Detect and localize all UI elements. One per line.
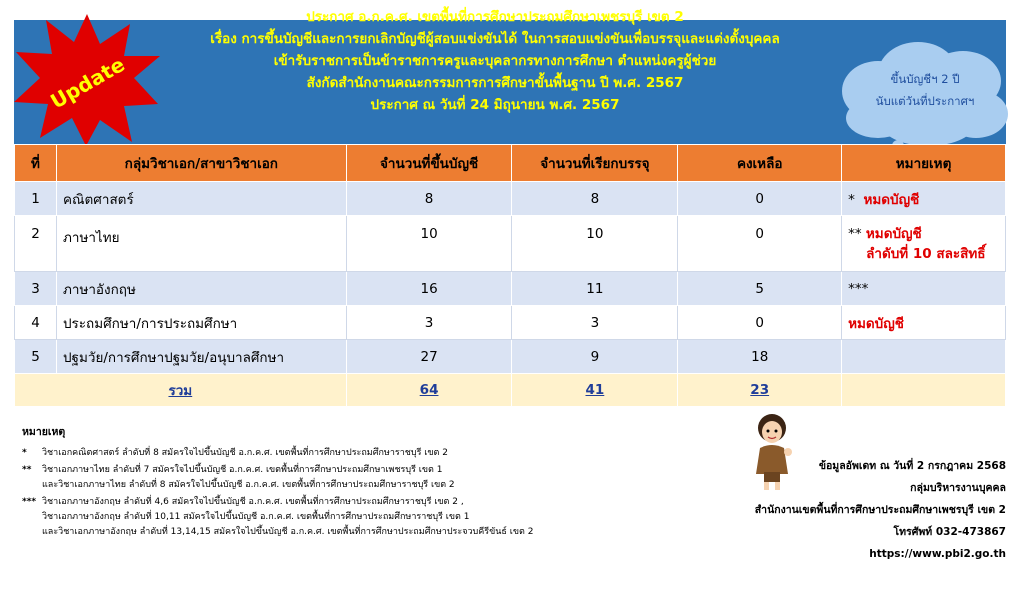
announcement-title: [150, 6, 840, 116]
row-called: 8: [512, 182, 678, 216]
col-header-remaining: คงเหลือ: [678, 145, 842, 182]
update-badge: [12, 12, 162, 147]
col-header-called: จำนวนที่เรียกบรรจุ: [512, 145, 678, 182]
contact-phone: โทรศัพท์ 032-473867: [893, 526, 1006, 538]
note-mark: *: [848, 191, 855, 208]
note-status: หมดบัญชี: [863, 191, 920, 208]
table-row: [15, 306, 1006, 340]
note-mark: **: [848, 225, 862, 242]
row-no: 3: [15, 272, 57, 306]
footnote-item: [22, 463, 622, 493]
total-called: 41: [585, 382, 605, 398]
row-note: [842, 306, 1006, 340]
table-row: [15, 182, 1006, 216]
row-subject: ภาษาอังกฤษ: [56, 272, 346, 306]
header-line-4: สังกัดสำนักงานคณะกรรมการการศึกษาขั้นพื้นฐาน ปี พ.ศ. 2567: [306, 75, 684, 91]
col-header-no: ที่: [15, 145, 57, 182]
row-remaining: 0: [678, 306, 842, 340]
row-no: 4: [15, 306, 57, 340]
row-note: [842, 272, 1006, 306]
footnote-text: และวิชาเอกภาษาไทย ลำดับที่ 8 สมัครใจไปขึ้นบัญชี อ.ก.ค.ศ. เขตพื้นที่การศึกษาประถมศึกษาราชบุรี เขต 2: [42, 480, 455, 490]
contact-office: สำนักงานเขตพื้นที่การศึกษาประถมศึกษาเพชรบุรี เขต 2: [754, 504, 1006, 516]
table-row: [15, 216, 1006, 272]
row-subject: ปฐมวัย/การศึกษาปฐมวัย/อนุบาลศึกษา: [56, 340, 346, 374]
footnotes: [22, 425, 622, 540]
row-no: 1: [15, 182, 57, 216]
contact-url[interactable]: https://www.pbi2.go.th: [869, 548, 1006, 560]
footnote-text: วิชาเอกภาษาอังกฤษ ลำดับที่ 4,6 สมัครใจไปขึ้นบัญชี อ.ก.ค.ศ. เขตพื้นที่การศึกษาประถมศึกษาราชบุรี เขต 2 ,: [42, 497, 464, 507]
update-label: Update: [46, 52, 129, 114]
table-row: [15, 340, 1006, 374]
note-detail: ลำดับที่ 10 สละสิทธิ์: [866, 245, 986, 262]
footnote-mark: **: [22, 465, 32, 475]
row-called: 10: [512, 216, 678, 272]
cloud-line-1: ขึ้นบัญชีฯ 2 ปี: [890, 72, 960, 86]
row-remaining: 0: [678, 216, 842, 272]
header-line-5: ประกาศ ณ วันที่ 24 มิถุนายน พ.ศ. 2567: [370, 97, 620, 113]
total-remaining: 23: [750, 382, 770, 398]
footnote-text: วิชาเอกคณิตศาสตร์ ลำดับที่ 8 สมัครใจไปขึ้นบัญชี อ.ก.ค.ศ. เขตพื้นที่การศึกษาประถมศึกษาราชบุรี เขต 2: [42, 448, 448, 458]
col-header-listed: จำนวนที่ขึ้นบัญชี: [346, 145, 512, 182]
footnote-text: วิชาเอกภาษาอังกฤษ ลำดับที่ 10,11 สมัครใจไปขึ้นบัญชี อ.ก.ค.ศ. เขตพื้นที่การศึกษาประถมศึกษาราชบุรี เขต 1: [42, 512, 470, 522]
total-label: รวม: [168, 383, 193, 399]
row-listed: 16: [346, 272, 512, 306]
row-remaining: 5: [678, 272, 842, 306]
footnote-mark: *: [22, 448, 27, 458]
col-header-note: หมายเหตุ: [842, 145, 1006, 182]
note-status: หมดบัญชี: [848, 315, 904, 332]
col-header-subject: กลุ่มวิชาเอก/สาขาวิชาเอก: [56, 145, 346, 182]
row-listed: 10: [346, 216, 512, 272]
row-no: 2: [15, 216, 57, 272]
footnote-item: [22, 446, 622, 461]
row-subject: ประถมศึกษา/การประถมศึกษา: [56, 306, 346, 340]
note-status: หมดบัญชี: [865, 225, 922, 242]
cloud-text: [850, 68, 1000, 112]
row-listed: 3: [346, 306, 512, 340]
row-note: [842, 340, 1006, 374]
row-subject: ภาษาไทย: [56, 216, 346, 272]
footnote-item: [22, 495, 622, 540]
cloud-line-2: นับแต่วันที่ประกาศฯ: [875, 94, 975, 108]
row-note: [842, 182, 1006, 216]
table-header-row: [15, 145, 1006, 182]
row-listed: 27: [346, 340, 512, 374]
row-called: 11: [512, 272, 678, 306]
footnotes-title: หมายเหตุ: [22, 426, 66, 438]
table-total-row: [15, 374, 1006, 407]
table-row: [15, 272, 1006, 306]
footnote-mark: ***: [22, 497, 37, 507]
row-remaining: 18: [678, 340, 842, 374]
row-called: 3: [512, 306, 678, 340]
row-note: [842, 216, 1006, 272]
row-no: 5: [15, 340, 57, 374]
summary-table: [14, 144, 1006, 407]
row-subject: คณิตศาสตร์: [56, 182, 346, 216]
footnote-text: และวิชาเอกภาษาอังกฤษ ลำดับที่ 13,14,15 สมัครใจไปขึ้นบัญชี อ.ก.ค.ศ. เขตพื้นที่การศึกษาประถมศึกษาประจวบคีรีขันธ์ เขต 2: [42, 527, 534, 537]
header-line-2: เรื่อง การขึ้นบัญชีและการยกเลิกบัญชีผู้สอบแข่งขันได้ ในการสอบแข่งขันเพื่อบรรจุและแต่งตั้งบุคคล: [210, 31, 780, 47]
contact-block: [755, 455, 1006, 565]
footnote-text: วิชาเอกภาษาไทย ลำดับที่ 7 สมัครใจไปขึ้นบัญชี อ.ก.ค.ศ. เขตพื้นที่การศึกษาประถมศึกษาเพชรบุรี เขต 1: [42, 465, 443, 475]
total-listed: 64: [419, 382, 439, 398]
header-line-3: เข้ารับราชการเป็นข้าราชการครูและบุคลากรทางการศึกษา ตำแหน่งครูผู้ช่วย: [273, 53, 717, 69]
header-line-1: ประกาศ อ.ก.ค.ศ. เขตพื้นที่การศึกษาประถมศึกษาเพชรบุรี เขต 2: [306, 9, 684, 25]
update-date: ข้อมูลอัพเดท ณ วันที่ 2 กรกฎาคม 2568: [818, 460, 1006, 472]
contact-group: กลุ่มบริหารงานบุคคล: [910, 482, 1006, 494]
note-mark: ***: [848, 280, 869, 297]
row-called: 9: [512, 340, 678, 374]
row-listed: 8: [346, 182, 512, 216]
row-remaining: 0: [678, 182, 842, 216]
